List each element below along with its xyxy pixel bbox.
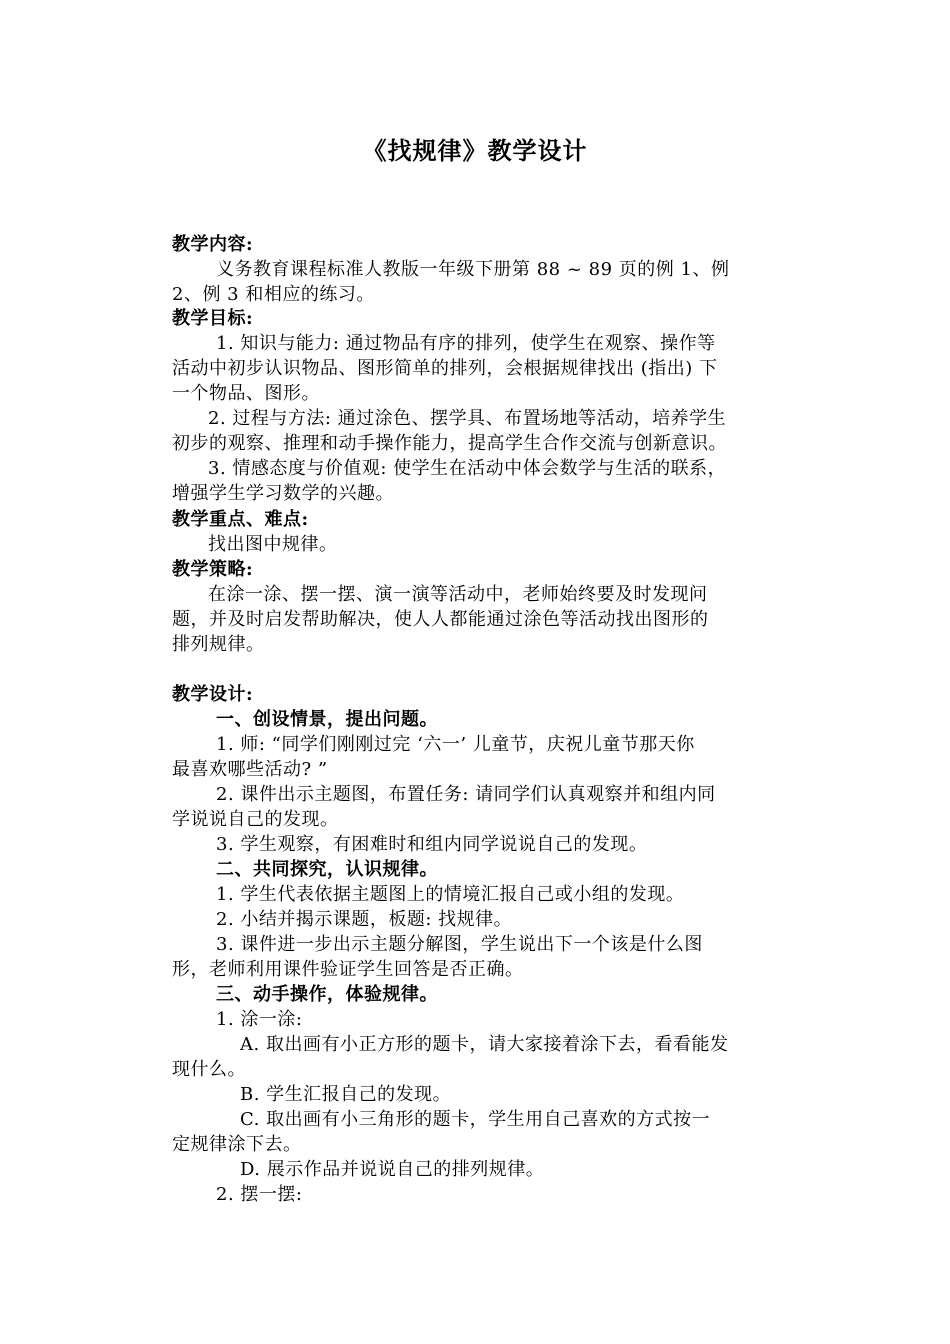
paragraph-line: B. 学生汇报自己的发现。	[240, 1084, 452, 1105]
heading-objectives: 教学目标:	[172, 308, 254, 329]
document-title: 《找规律》教学设计	[362, 136, 588, 165]
paragraph-line: 1. 知识与能力: 通过物品有序的排列，使学生在观察、操作等	[216, 333, 716, 354]
heading-content: 教学内容:	[172, 234, 254, 255]
paragraph-line: 增强学生学习数学的兴趣。	[172, 483, 394, 504]
paragraph-line: 2. 小结并揭示课题，板题: 找规律。	[216, 909, 513, 930]
paragraph-line: 3. 学生观察，有困难时和组内同学说说自己的发现。	[216, 834, 648, 855]
paragraph-line: 1. 涂一涂:	[216, 1009, 303, 1030]
paragraph-line: 活动中初步认识物品、图形简单的排列，会根据规律找出 (指出) 下	[172, 358, 718, 379]
paragraph-line: 定规律涂下去。	[172, 1134, 302, 1155]
paragraph-line: 3. 情感态度与价值观: 使学生在活动中体会数学与生活的联系，	[208, 458, 727, 479]
paragraph-line: 最喜欢哪些活动? ”	[172, 759, 328, 780]
paragraph-line: A. 取出画有小正方形的题卡，请大家接着涂下去，看看能发	[240, 1034, 729, 1055]
section-heading: 二、共同探究，认识规律。	[216, 859, 438, 880]
paragraph-line: 3. 课件进一步出示主题分解图，学生说出下一个该是什么图	[216, 934, 703, 955]
heading-design: 教学设计:	[172, 684, 254, 705]
paragraph-line: D. 展示作品并说说自己的排列规律。	[240, 1159, 545, 1180]
section-heading: 一、创设情景，提出问题。	[216, 709, 438, 730]
paragraph-line: 2. 课件出示主题图，布置任务: 请同学们认真观察并和组内同	[216, 784, 716, 805]
paragraph-line: 2. 过程与方法: 通过涂色、摆学具、布置场地等活动，培养学生	[208, 408, 727, 429]
paragraph-line: 义务教育课程标准人教版一年级下册第 88 ~ 89 页的例 1、例	[216, 259, 730, 280]
heading-strategy: 教学策略:	[172, 559, 254, 580]
paragraph-line: 初步的观察、推理和动手操作能力，提高学生合作交流与创新意识。	[172, 433, 727, 454]
paragraph-line: 找出图中规律。	[208, 534, 338, 555]
paragraph-line: 形，老师利用课件验证学生回答是否正确。	[172, 959, 524, 980]
heading-key-points: 教学重点、难点:	[172, 509, 309, 530]
paragraph-line: 一个物品、图形。	[172, 383, 320, 404]
paragraph-line: 现什么。	[172, 1059, 246, 1080]
section-heading: 三、动手操作，体验规律。	[216, 984, 438, 1005]
paragraph-line: C. 取出画有小三角形的题卡，学生用自己喜欢的方式按一	[240, 1109, 711, 1130]
paragraph-line: 题，并及时启发帮助解决，使人人都能通过涂色等活动找出图形的	[172, 609, 709, 630]
paragraph-line: 1. 学生代表依据主题图上的情境汇报自己或小组的发现。	[216, 884, 685, 905]
paragraph-line: 排列规律。	[172, 634, 265, 655]
paragraph-line: 在涂一涂、摆一摆、演一演等活动中，老师始终要及时发现问	[208, 584, 708, 605]
paragraph-line: 学说说自己的发现。	[172, 809, 339, 830]
paragraph-line: 1. 师: “同学们刚刚过完 ‘六一’ 儿童节，庆祝儿童节那天你	[216, 734, 695, 755]
paragraph-line: 2. 摆一摆:	[216, 1184, 303, 1205]
paragraph-line: 2、例 3 和相应的练习。	[172, 284, 375, 305]
